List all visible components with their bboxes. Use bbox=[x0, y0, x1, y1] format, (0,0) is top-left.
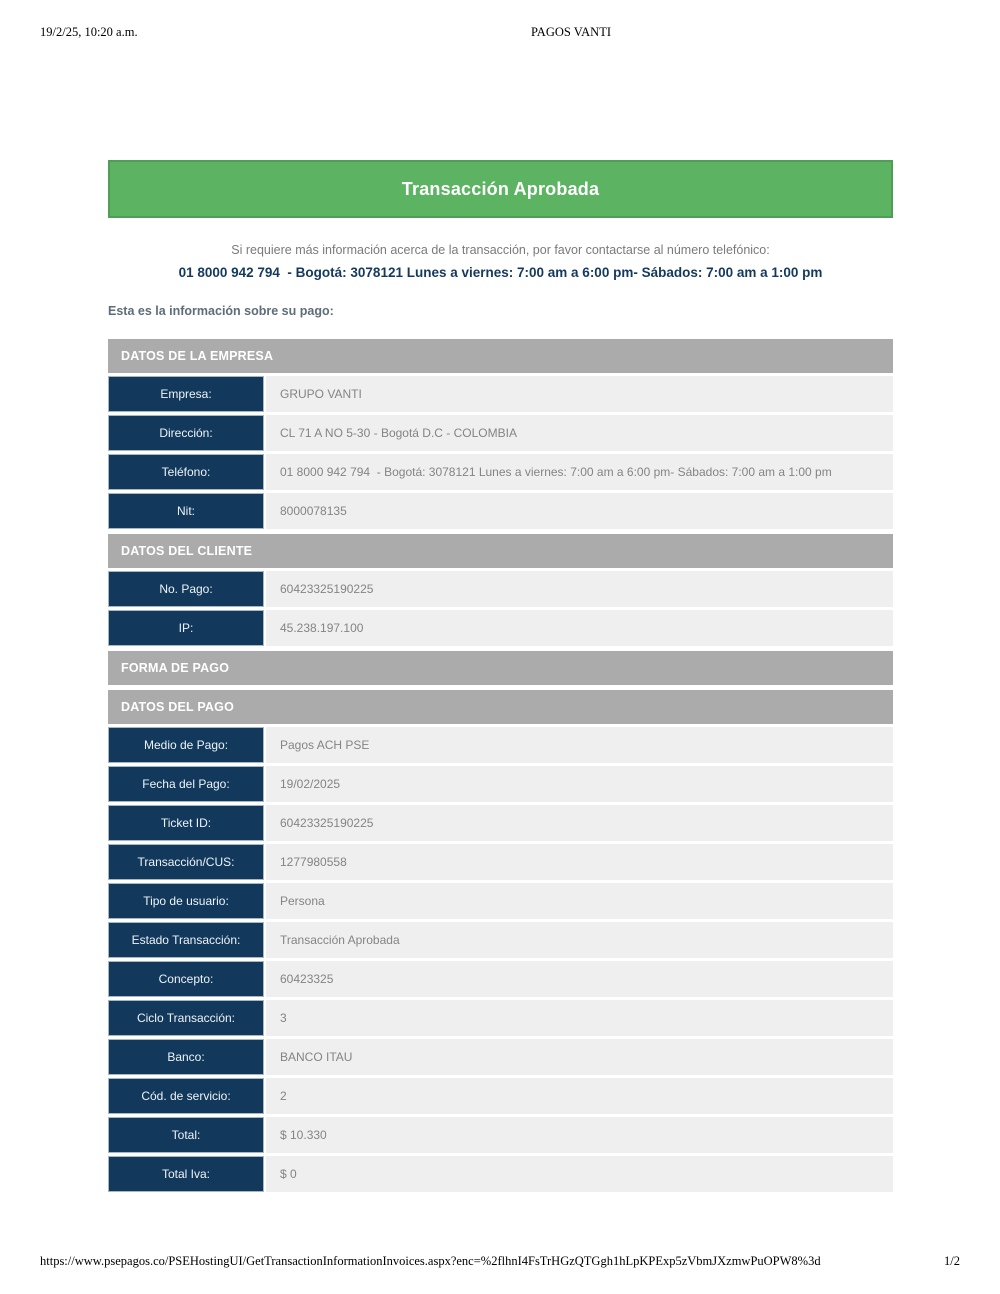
row-value: 01 8000 942 794 - Bogotá: 3078121 Lunes a viernes: 7:00 am a 6:00 pm- Sábados: 7:00 am a 1:00 pm bbox=[266, 454, 893, 490]
table-row-medio-de-pago bbox=[108, 727, 893, 763]
table-row-ciclo-transaccion bbox=[108, 1000, 893, 1036]
row-label: Tipo de usuario: bbox=[108, 883, 264, 919]
receipt-content bbox=[108, 160, 893, 1192]
row-value: Persona bbox=[266, 883, 893, 919]
transaction-status-banner bbox=[108, 160, 893, 218]
row-label: Ticket ID: bbox=[108, 805, 264, 841]
row-label: IP: bbox=[108, 610, 264, 646]
row-label: Fecha del Pago: bbox=[108, 766, 264, 802]
row-label: Total: bbox=[108, 1117, 264, 1153]
row-label: No. Pago: bbox=[108, 571, 264, 607]
section-header-forma-de-pago: FORMA DE PAGO bbox=[108, 651, 893, 685]
row-label: Concepto: bbox=[108, 961, 264, 997]
section-header-datos-de-la-empresa: DATOS DE LA EMPRESA bbox=[108, 339, 893, 373]
row-label: Cód. de servicio: bbox=[108, 1078, 264, 1114]
row-label: Total Iva: bbox=[108, 1156, 264, 1192]
row-value: 3 bbox=[266, 1000, 893, 1036]
transaction-info-table bbox=[108, 339, 893, 1192]
table-row-cod-de-servicio bbox=[108, 1078, 893, 1114]
table-row-concepto bbox=[108, 961, 893, 997]
section-header-datos-del-cliente: DATOS DEL CLIENTE bbox=[108, 534, 893, 568]
row-label: Empresa: bbox=[108, 376, 264, 412]
section-header-datos-del-pago: DATOS DEL PAGO bbox=[108, 690, 893, 724]
row-label: Teléfono: bbox=[108, 454, 264, 490]
table-row-telefono bbox=[108, 454, 893, 490]
row-value: 2 bbox=[266, 1078, 893, 1114]
contact-phone-line: 01 8000 942 794 - Bogotá: 3078121 Lunes a viernes: 7:00 am a 6:00 pm- Sábados: 7:00 am a 1:00 pm bbox=[178, 265, 823, 280]
table-row-total-iva bbox=[108, 1156, 893, 1192]
print-datetime: 19/2/25, 10:20 a.m. bbox=[40, 25, 138, 39]
row-value: $ 10.330 bbox=[266, 1117, 893, 1153]
table-row-nit bbox=[108, 493, 893, 529]
row-value: 60423325190225 bbox=[266, 571, 893, 607]
print-page-number: 1/2 bbox=[944, 1254, 960, 1268]
row-label: Dirección: bbox=[108, 415, 264, 451]
row-value: CL 71 A NO 5-30 - Bogotá D.C - COLOMBIA bbox=[266, 415, 893, 451]
row-label: Banco: bbox=[108, 1039, 264, 1075]
table-row-total bbox=[108, 1117, 893, 1153]
row-value: 1277980558 bbox=[266, 844, 893, 880]
row-value: 19/02/2025 bbox=[266, 766, 893, 802]
row-value: GRUPO VANTI bbox=[266, 376, 893, 412]
row-value: 60423325 bbox=[266, 961, 893, 997]
row-value: 45.238.197.100 bbox=[266, 610, 893, 646]
row-label: Estado Transacción: bbox=[108, 922, 264, 958]
row-label: Nit: bbox=[108, 493, 264, 529]
contact-info-note: Si requiere más información acerca de la transacción, por favor contactarse al número telefónico: bbox=[231, 243, 770, 257]
table-row-tipo-de-usuario bbox=[108, 883, 893, 919]
row-label: Transacción/CUS: bbox=[108, 844, 264, 880]
print-footer-url: https://www.psepagos.co/PSEHostingUI/GetTransactionInformationInvoices.aspx?enc=%2flhnI4FsTrHGzQTGgh1hLpKPExp5zVbmJXzmwPuOPW8%3d bbox=[40, 1254, 821, 1268]
transaction-status-text: Transacción Aprobada bbox=[401, 178, 600, 199]
row-label: Medio de Pago: bbox=[108, 727, 264, 763]
table-row-ip bbox=[108, 610, 893, 646]
print-document-title: PAGOS VANTI bbox=[531, 25, 612, 39]
payment-info-label: Esta es la información sobre su pago: bbox=[108, 304, 334, 318]
table-row-transaccion-cus bbox=[108, 844, 893, 880]
table-row-estado-transaccion bbox=[108, 922, 893, 958]
row-value: 8000078135 bbox=[266, 493, 893, 529]
row-value: 60423325190225 bbox=[266, 805, 893, 841]
table-row-ticket-id bbox=[108, 805, 893, 841]
table-row-empresa bbox=[108, 376, 893, 412]
row-value: BANCO ITAU bbox=[266, 1039, 893, 1075]
row-value: Transacción Aprobada bbox=[266, 922, 893, 958]
row-value: $ 0 bbox=[266, 1156, 893, 1192]
table-row-no-pago bbox=[108, 571, 893, 607]
table-row-banco bbox=[108, 1039, 893, 1075]
row-value: Pagos ACH PSE bbox=[266, 727, 893, 763]
table-row-direccion bbox=[108, 415, 893, 451]
row-label: Ciclo Transacción: bbox=[108, 1000, 264, 1036]
table-row-fecha-del-pago bbox=[108, 766, 893, 802]
